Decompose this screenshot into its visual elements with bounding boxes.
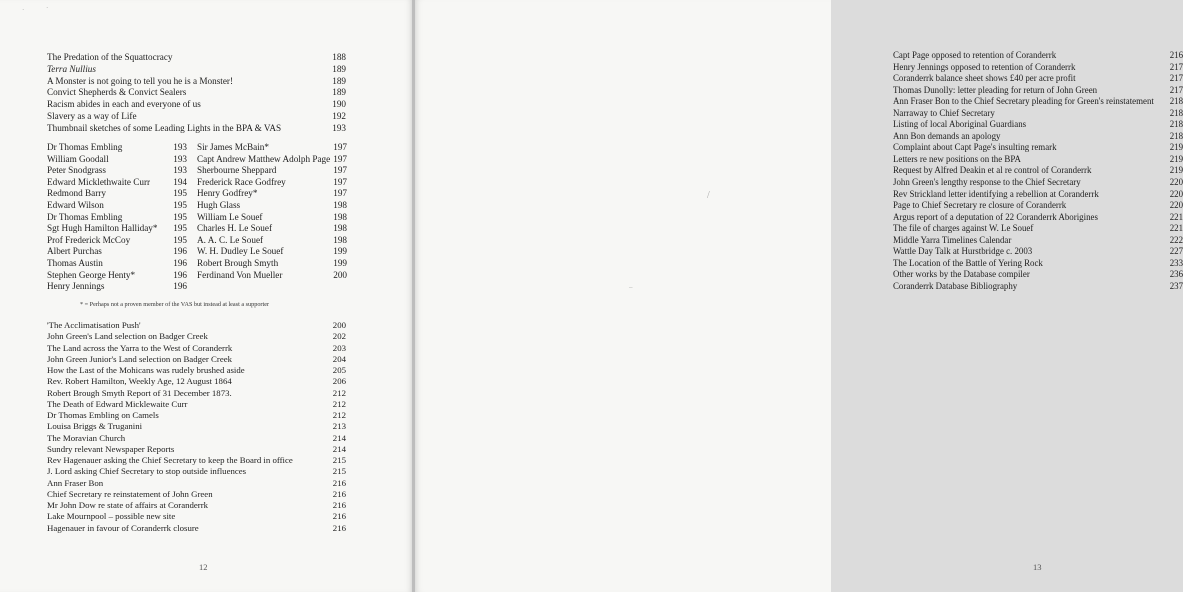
toc-entry — [47, 99, 346, 111]
toc-entry-page: 215 — [332, 466, 346, 477]
toc-entry — [197, 235, 347, 247]
toc-entry-title: The Moravian Church — [47, 432, 126, 443]
toc-entry — [47, 235, 187, 247]
toc-entry-page: 212 — [332, 398, 346, 409]
toc-entry-page: 214 — [332, 432, 346, 443]
toc-entry — [893, 85, 1183, 97]
toc-entry-title: Robert Brough Smyth — [197, 257, 279, 268]
toc-entry-page: 217 — [1169, 84, 1183, 95]
toc-entry-title: Chief Secretary re reinstatement of John Green — [47, 488, 213, 499]
toc-entry — [47, 388, 346, 399]
toc-entry-page: 212 — [332, 410, 346, 420]
toc-entry-title: Thomas Austin — [47, 257, 103, 268]
toc-entry — [197, 246, 347, 258]
toc-entry — [893, 62, 1183, 74]
toc-entry-title: A Monster is not going to tell you he is a Monster! — [47, 75, 234, 86]
toc-entry-title: The file of charges against W. Le Souef — [893, 223, 1034, 234]
toc-entry — [197, 258, 347, 270]
toc-entry — [47, 52, 346, 64]
toc-entry — [893, 235, 1183, 247]
toc-entry-page: 220 — [1169, 188, 1183, 199]
page-number-left: 12 — [199, 562, 208, 572]
toc-entry-title: How the Last of the Mohicans was rudely brushed aside — [47, 365, 245, 375]
toc-entry-title: Ann Fraser Bon — [47, 477, 104, 488]
toc-entry-page: 222 — [1169, 234, 1183, 245]
toc-entry — [893, 50, 1183, 62]
toc-entry — [47, 421, 346, 432]
toc-entry-page: 221 — [1169, 223, 1183, 234]
toc-entry — [47, 365, 346, 376]
toc-entry-page: 189 — [332, 75, 346, 86]
toc-entry-title: Complaint about Capt Page's insulting remark — [893, 142, 1057, 153]
toc-entry-page: 199 — [333, 246, 347, 257]
toc-entry-title: Robert Brough Smyth Report of 31 December 1873. — [47, 387, 232, 398]
toc-entry — [893, 108, 1183, 120]
toc-entry-page: 197 — [333, 188, 347, 199]
toc-entry — [47, 212, 187, 224]
toc-entry-page: 217 — [1169, 73, 1183, 84]
toc-entry — [47, 223, 187, 235]
toc-entry-page: 218 — [1169, 107, 1183, 118]
toc-entry — [893, 177, 1183, 189]
toc-entry — [47, 246, 187, 258]
toc-entry-page: 189 — [332, 87, 346, 98]
toc-entry — [47, 258, 187, 270]
toc-entry-page: 218 — [1169, 130, 1183, 141]
toc-entry-page: 205 — [332, 365, 346, 375]
toc-entry-title: Prof Frederick McCoy — [47, 234, 131, 245]
toc-entry-page: 200 — [333, 269, 347, 280]
toc-entry — [47, 270, 187, 282]
toc-entry — [47, 177, 187, 189]
toc-entry-title: Wattle Day Talk at Hurstbridge c. 2003 — [893, 246, 1033, 257]
toc-entry — [47, 410, 346, 421]
toc-entry — [47, 111, 346, 123]
toc-entry-page: 220 — [1169, 200, 1183, 211]
toc-entry — [893, 223, 1183, 235]
toc-entry — [893, 73, 1183, 85]
toc-entry — [47, 281, 187, 293]
toc-entry-title: Slavery as a way of Life — [47, 110, 137, 121]
toc-right-list — [893, 50, 1183, 292]
toc-entry-title: A. A. C. Le Souef — [197, 234, 264, 245]
toc-entry — [893, 212, 1183, 224]
toc-entry-title: Capt Andrew Matthew Adolph Page — [197, 153, 331, 164]
toc-entry-page: 197 — [333, 165, 347, 176]
toc-entry-page: 220 — [1169, 177, 1183, 188]
toc-entry-title: Louisa Briggs & Truganini — [47, 421, 143, 432]
toc-entry-title: Albert Purchas — [47, 246, 102, 257]
toc-entry-page: 198 — [333, 211, 347, 222]
toc-entry — [47, 399, 346, 410]
toc-entry — [47, 489, 346, 500]
toc-entry-page: 198 — [333, 199, 347, 210]
scan-speck: · — [22, 6, 25, 14]
toc-entry-page: 219 — [1169, 165, 1183, 176]
toc-entry — [47, 478, 346, 489]
toc-entry-page: 195 — [173, 211, 187, 222]
toc-entry-page: 193 — [173, 165, 187, 176]
toc-entry — [197, 223, 347, 235]
toc-entry — [47, 188, 187, 200]
scan-speck: – — [629, 283, 633, 291]
toc-entry-title: Coranderrk Database Bibliography — [893, 280, 1018, 291]
toc-entry-title: Mr John Dow re state of affairs at Coranderrk — [47, 500, 209, 510]
toc-entry-page: 197 — [333, 142, 347, 152]
toc-entry-title: Middle Yarra Timelines Calendar — [893, 234, 1012, 245]
sketches-column-2 — [197, 142, 347, 281]
toc-entry — [893, 281, 1183, 293]
toc-entry-page: 192 — [332, 110, 346, 121]
toc-entry — [893, 142, 1183, 154]
toc-entry-page: 193 — [173, 142, 187, 152]
toc-entry — [47, 444, 346, 455]
toc-entry-page: 218 — [1169, 96, 1183, 107]
toc-entry — [47, 433, 346, 444]
toc-entry-page: 216 — [332, 477, 346, 488]
toc-entry — [47, 331, 346, 342]
toc-entry-page: 193 — [332, 122, 346, 133]
toc-entry-page: 219 — [1169, 153, 1183, 164]
toc-entry-title: Redmond Barry — [47, 188, 106, 199]
toc-entry — [47, 200, 187, 212]
toc-entry-page: 204 — [332, 353, 346, 364]
toc-entry-title: Hagenauer in favour of Coranderrk closure — [47, 522, 199, 533]
toc-entry-page: 233 — [1169, 257, 1183, 268]
toc-entry-title: Argus report of a deputation of 22 Coranderrk Aborigines — [893, 211, 1098, 222]
toc-entry — [47, 123, 346, 135]
toc-entry-title: Peter Snodgrass — [47, 165, 106, 176]
toc-entry — [47, 376, 346, 387]
toc-entry-page: 193 — [173, 153, 187, 164]
toc-entry — [47, 64, 346, 76]
toc-entry-title: Rev Strickland letter identifying a rebellion at Coranderrk — [893, 188, 1099, 199]
toc-entry-title: Terra Nullius — [47, 63, 96, 74]
toc-entry — [47, 76, 346, 88]
toc-entry-title: Thomas Dunolly: letter pleading for return of John Green — [893, 84, 1098, 95]
toc-entry-page: 190 — [332, 99, 346, 110]
toc-entry-title: William Le Souef — [197, 211, 263, 222]
toc-entry-title: Ann Bon demands an apology — [893, 130, 1001, 141]
toc-entry — [893, 165, 1183, 177]
toc-entry-page: 236 — [1169, 269, 1183, 280]
toc-entry-page: 216 — [332, 511, 346, 522]
toc-entry — [47, 87, 346, 99]
toc-entry-page: 214 — [332, 443, 346, 454]
toc-entry-title: John Green's lengthy response to the Chief Secretary — [893, 177, 1081, 188]
toc-entry — [893, 131, 1183, 143]
toc-entry-title: Racism abides in each and everyone of us — [47, 99, 201, 110]
toc-entry-page: 212 — [332, 387, 346, 398]
scan-speck: / — [707, 190, 710, 201]
toc-entry-title: The Location of the Battle of Yering Rock — [893, 257, 1043, 268]
toc-entry-title: Request by Alfred Deakin et al re control of Coranderrk — [893, 165, 1092, 176]
toc-entry-title: John Green's Land selection on Badger Creek — [47, 331, 208, 342]
toc-entry-title: Charles H. Le Souef — [197, 223, 273, 234]
toc-entry-page: 219 — [1169, 142, 1183, 153]
toc-entry-title: Coranderrk balance sheet shows £40 per acre profit — [893, 73, 1076, 84]
toc-entry-title: Narraway to Chief Secretary — [893, 107, 995, 118]
toc-entry-title: Thumbnail sketches of some Leading Lights in the BPA & VAS — [47, 122, 282, 133]
left-page — [0, 0, 413, 592]
toc-entry-page: 216 — [332, 500, 346, 510]
toc-entry-title: Henry Godfrey* — [197, 188, 258, 199]
toc-entry-page: 206 — [332, 376, 346, 387]
toc-entry — [47, 455, 346, 466]
toc-entry-page: 198 — [333, 223, 347, 234]
toc-entry-title: Letters re new positions on the BPA — [893, 153, 1021, 164]
toc-entry-page: 237 — [1169, 280, 1183, 291]
toc-main-list — [47, 52, 346, 135]
toc-entry-page: 189 — [332, 63, 346, 74]
toc-entry-title: Edward Micklethwaite Curr — [47, 176, 151, 187]
toc-entry — [47, 154, 187, 166]
toc-entry — [197, 142, 347, 154]
toc-entry-title: Sundry relevant Newspaper Reports — [47, 443, 175, 454]
footnote: * = Perhaps not a proven member of the VAS but instead at least a supporter — [80, 301, 270, 308]
toc-entry-title: Henry Jennings — [47, 281, 105, 292]
toc-entry-title: Dr Thomas Embling on Camels — [47, 410, 159, 420]
toc-entry — [893, 258, 1183, 270]
toc-entry-title: The Death of Edward Micklewaite Curr — [47, 398, 188, 409]
toc-entry-title: Stephen George Henty* — [47, 269, 136, 280]
toc-entry-page: 213 — [332, 421, 346, 432]
toc-entry-title: Sir James McBain* — [197, 142, 269, 152]
toc-entry-title: Hugh Glass — [197, 199, 241, 210]
toc-entry-title: Dr Thomas Embling — [47, 142, 123, 152]
toc-entry-page: 197 — [333, 153, 347, 164]
toc-entry-page: 195 — [173, 223, 187, 234]
toc-entry-page: 196 — [173, 246, 187, 257]
toc-entry-title: The Predation of the Squattocracy — [47, 52, 173, 62]
toc-entry-page: 215 — [332, 455, 346, 465]
toc-entry-title: Rev Hagenauer asking the Chief Secretary to keep the Board in office — [47, 455, 293, 465]
toc-entry — [47, 142, 187, 154]
toc-entry — [197, 177, 347, 189]
toc-entry — [893, 269, 1183, 281]
toc-entry-page: 196 — [173, 257, 187, 268]
sketches-column-1 — [47, 142, 187, 293]
toc-entry-title: William Goodall — [47, 153, 109, 164]
toc-entry-page: 194 — [173, 176, 187, 187]
toc-entry-title: Lake Mournpool – possible new site — [47, 511, 176, 522]
right-page — [415, 0, 1183, 592]
toc-entry-page: 196 — [173, 269, 187, 280]
toc-entry-title: Listing of local Aboriginal Guardians — [893, 119, 1027, 130]
toc-entry-title: Convict Shepherds & Convict Sealers — [47, 87, 187, 98]
toc-entry-title: Henry Jennings opposed to retention of Coranderrk — [893, 61, 1076, 72]
toc-entry-page: 195 — [173, 199, 187, 210]
toc-entry — [47, 523, 346, 534]
toc-entry — [47, 500, 346, 511]
toc-entry — [197, 188, 347, 200]
toc-entry — [47, 511, 346, 522]
toc-entry-title: Ferdinand Von Mueller — [197, 269, 283, 280]
toc-entry-title: Frederick Race Godfrey — [197, 176, 286, 187]
toc-entry-title: Other works by the Database compiler — [893, 269, 1030, 280]
toc-entry — [893, 246, 1183, 258]
toc-entry — [47, 320, 346, 331]
toc-entry-page: 188 — [332, 52, 346, 62]
toc-entry-page: 195 — [173, 234, 187, 245]
toc-entry — [47, 354, 346, 365]
toc-entry — [197, 165, 347, 177]
toc-entry-title: Dr Thomas Embling — [47, 211, 123, 222]
toc-entry-title: Capt Page opposed to retention of Coranderrk — [893, 50, 1057, 60]
toc-entry-title: Sherbourne Sheppard — [197, 165, 277, 176]
toc-entry — [197, 154, 347, 166]
toc-entry-page: 197 — [333, 176, 347, 187]
toc-entry — [197, 212, 347, 224]
toc-entry-title: The Land across the Yarra to the West of Coranderrk — [47, 342, 233, 353]
page-number-right: 13 — [1033, 562, 1042, 572]
toc-entry — [893, 119, 1183, 131]
toc-entry-page: 195 — [173, 188, 187, 199]
toc-entry-page: 217 — [1169, 61, 1183, 72]
toc-entry-title: J. Lord asking Chief Secretary to stop outside influences — [47, 466, 247, 477]
toc-entry-title: Ann Fraser Bon to the Chief Secretary pleading for Green's reinstatement — [893, 96, 1154, 107]
toc-entry — [47, 466, 346, 477]
toc-entry-title: Rev. Robert Hamilton, Weekly Age, 12 August 1864 — [47, 376, 232, 387]
toc-entry-title: W. H. Dudley Le Souef — [197, 246, 284, 257]
toc-entry — [893, 154, 1183, 166]
toc-entry — [197, 200, 347, 212]
toc-entry-page: 200 — [332, 320, 346, 330]
toc-entry-page: 221 — [1169, 211, 1183, 222]
toc-entry — [47, 343, 346, 354]
toc-entry — [893, 189, 1183, 201]
toc-entry — [197, 270, 347, 282]
toc-entry-title: Edward Wilson — [47, 199, 104, 210]
toc-entry-page: 227 — [1169, 246, 1183, 257]
toc-entry-title: Page to Chief Secretary re closure of Coranderrk — [893, 200, 1067, 211]
toc-entry-page: 216 — [1169, 50, 1183, 60]
toc-lower-list — [47, 320, 346, 534]
toc-entry-page: 203 — [332, 342, 346, 353]
toc-entry-title: John Green Junior's Land selection on Badger Creek — [47, 353, 233, 364]
toc-entry-page: 202 — [332, 331, 346, 342]
toc-entry-title: 'The Acclimatisation Push' — [47, 320, 141, 330]
toc-entry-page: 218 — [1169, 119, 1183, 130]
toc-entry — [893, 200, 1183, 212]
toc-entry-page: 216 — [332, 488, 346, 499]
toc-entry — [893, 96, 1183, 108]
toc-entry — [47, 165, 187, 177]
toc-entry-page: 216 — [332, 522, 346, 533]
toc-entry-page: 199 — [333, 257, 347, 268]
toc-entry-page: 196 — [173, 281, 187, 292]
scan-speck: · — [46, 4, 49, 12]
toc-entry-page: 198 — [333, 234, 347, 245]
toc-entry-title: Sgt Hugh Hamilton Halliday* — [47, 223, 158, 234]
